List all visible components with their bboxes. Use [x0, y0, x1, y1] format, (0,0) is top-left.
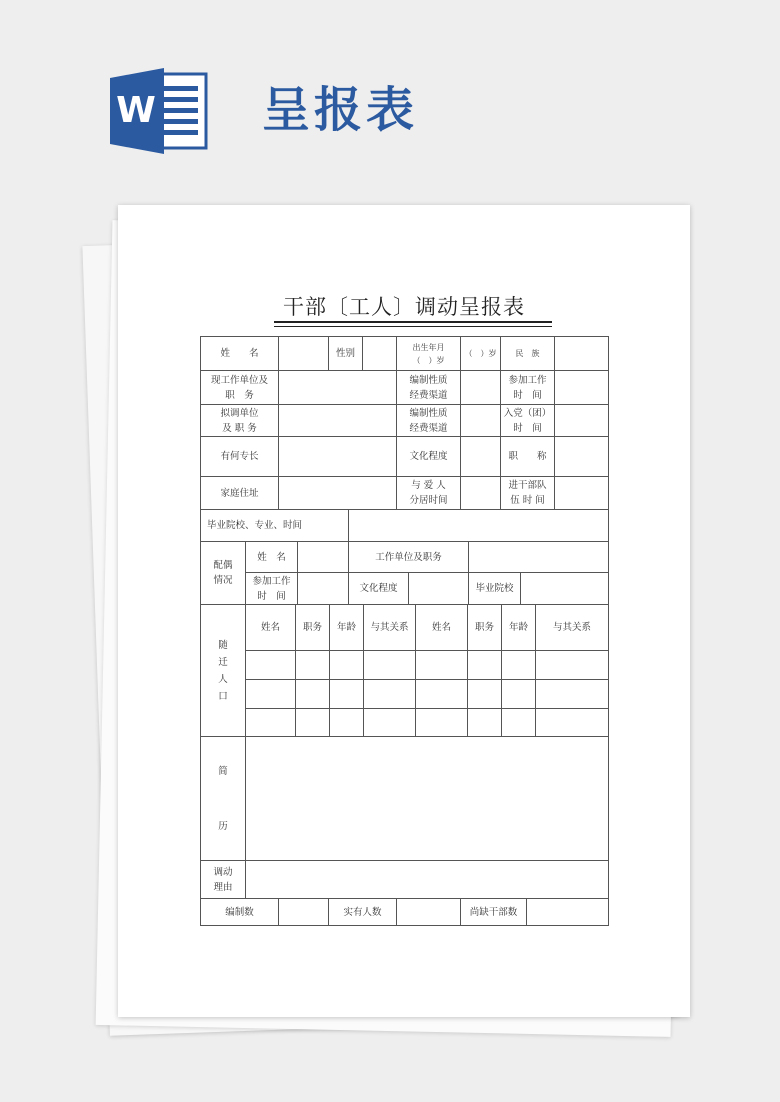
label-spouse-name: 姓 名: [246, 542, 298, 573]
field-shortage-count[interactable]: [527, 899, 608, 925]
label-spouse-line2: 情况: [213, 575, 233, 586]
field-ethnicity[interactable]: [555, 337, 608, 371]
family-cell[interactable]: [246, 680, 296, 709]
label-spouse-separation-line1: 与 爱 人: [411, 480, 446, 491]
family-cell[interactable]: [536, 680, 608, 709]
resume-char-2: 历: [218, 820, 228, 832]
label-spouse-unit: 工作单位及职务: [349, 542, 469, 573]
field-home-address[interactable]: [279, 477, 397, 510]
family-char-4: 口: [218, 690, 228, 702]
family-char-2: 迁: [218, 656, 228, 668]
label-resume: [201, 737, 246, 861]
title-rule-thin: [274, 326, 552, 327]
field-specialty[interactable]: [279, 437, 397, 477]
family-header-post-1: 职务: [296, 605, 330, 651]
field-gender[interactable]: [363, 337, 397, 371]
family-cell[interactable]: [502, 709, 536, 737]
family-cell[interactable]: [536, 709, 608, 737]
label-target-nature-line2: 经费渠道: [409, 422, 448, 434]
label-cadre-join-line1: 进干部队: [508, 480, 547, 491]
label-staff-quota: 编制数: [201, 899, 279, 925]
field-education[interactable]: [461, 437, 501, 477]
family-header-relation-2: 与其关系: [536, 605, 608, 651]
field-staff-quota[interactable]: [279, 899, 329, 925]
family-cell[interactable]: [416, 680, 468, 709]
family-cell[interactable]: [502, 680, 536, 709]
label-work-start-line1: 参加工作: [508, 374, 547, 386]
family-char-3: 人: [218, 673, 228, 685]
family-cell[interactable]: [364, 709, 416, 737]
label-current-unit-line2: 职 务: [225, 389, 254, 401]
field-transfer-reason[interactable]: [246, 861, 608, 899]
label-name: 姓 名: [201, 337, 279, 371]
family-cell[interactable]: [330, 709, 364, 737]
label-shortage-count: 尚缺干部数: [461, 899, 527, 925]
label-spouse-work-start-line1: 参加工作: [252, 575, 291, 587]
field-name[interactable]: [279, 337, 329, 371]
label-education: 文化程度: [397, 437, 461, 477]
family-header-name-2: 姓名: [416, 605, 468, 651]
word-icon-letter: W: [116, 90, 156, 131]
label-spouse-work-start-line2: 时 间: [257, 590, 286, 602]
label-cadre-join-line2: 伍 时 间: [510, 495, 545, 506]
field-target-nature[interactable]: [461, 405, 501, 437]
label-home-address: 家庭住址: [201, 477, 279, 510]
label-party-join-line2: 时 间: [513, 422, 542, 434]
label-spouse: [201, 542, 246, 605]
label-spouse-work-start: [246, 573, 298, 605]
label-transfer-reason-line1: 调动: [213, 866, 233, 878]
field-current-unit[interactable]: [279, 371, 397, 405]
family-header-post-2: 职务: [468, 605, 502, 651]
field-spouse-separation[interactable]: [461, 477, 501, 510]
label-graduation: 毕业院校、专业、时间: [201, 510, 349, 542]
field-professional-title[interactable]: [555, 437, 608, 477]
document-page: [118, 205, 690, 1017]
family-cell[interactable]: [468, 709, 502, 737]
family-cell[interactable]: [246, 651, 296, 680]
family-cell[interactable]: [296, 651, 330, 680]
field-actual-count[interactable]: [397, 899, 461, 925]
family-header-age-1: 年龄: [330, 605, 364, 651]
label-actual-count: 实有人数: [329, 899, 397, 925]
label-spouse-school: 毕业院校: [469, 573, 521, 605]
label-staff-nature-line2: 经费渠道: [409, 389, 448, 401]
label-cadre-join: [501, 477, 555, 510]
family-cell[interactable]: [246, 709, 296, 737]
label-spouse-education: 文化程度: [349, 573, 409, 605]
field-spouse-unit[interactable]: [469, 542, 608, 573]
field-spouse-education[interactable]: [409, 573, 469, 605]
field-target-unit[interactable]: [279, 405, 397, 437]
family-cell[interactable]: [536, 651, 608, 680]
field-cadre-join[interactable]: [555, 477, 608, 510]
label-work-start-line2: 时 间: [513, 389, 542, 401]
resume-char-1: 简: [218, 765, 228, 777]
family-cell[interactable]: [330, 680, 364, 709]
label-birth-line1: 出生年月: [412, 342, 445, 352]
label-spouse-separation: [397, 477, 461, 510]
family-cell[interactable]: [364, 680, 416, 709]
family-cell[interactable]: [468, 680, 502, 709]
page-title: 呈报表: [262, 82, 419, 138]
label-birth: [397, 337, 461, 371]
field-party-join[interactable]: [555, 405, 608, 437]
field-resume[interactable]: [246, 737, 608, 861]
label-work-start: [501, 371, 555, 405]
family-char-1: 随: [218, 639, 228, 651]
field-work-start[interactable]: [555, 371, 608, 405]
title-rule-thick: [274, 321, 552, 323]
transfer-form-table: [200, 336, 609, 926]
label-party-join: [501, 405, 555, 437]
field-age: （ ）岁: [461, 337, 501, 371]
label-target-nature: [397, 405, 461, 437]
field-spouse-school[interactable]: [521, 573, 608, 605]
label-professional-title: 职 称: [501, 437, 555, 477]
family-cell[interactable]: [296, 709, 330, 737]
family-header-name-1: 姓名: [246, 605, 296, 651]
label-transfer-reason-line2: 理由: [213, 881, 233, 893]
family-cell[interactable]: [416, 709, 468, 737]
family-header-relation-1: 与其关系: [364, 605, 416, 651]
label-staff-nature-line1: 编制性质: [409, 374, 448, 386]
label-target-unit: [201, 405, 279, 437]
label-birth-line2: （ ）岁: [412, 355, 445, 365]
field-graduation[interactable]: [349, 510, 608, 542]
family-cell[interactable]: [468, 651, 502, 680]
family-cell[interactable]: [364, 651, 416, 680]
label-spouse-line1: 配偶: [213, 560, 233, 571]
field-staff-nature[interactable]: [461, 371, 501, 405]
label-target-unit-line1: 拟调单位: [220, 407, 259, 419]
label-staff-nature: [397, 371, 461, 405]
label-accompanying-family: [201, 605, 246, 737]
label-target-unit-line2: 及 职 务: [222, 422, 257, 434]
label-current-unit: [201, 371, 279, 405]
word-document-icon: [110, 68, 208, 154]
field-spouse-name[interactable]: [298, 542, 349, 573]
label-spouse-separation-line2: 分居时间: [409, 495, 448, 506]
label-target-nature-line1: 编制性质: [409, 407, 448, 419]
family-cell[interactable]: [502, 651, 536, 680]
family-header-age-2: 年龄: [502, 605, 536, 651]
label-specialty: 有何专长: [201, 437, 279, 477]
document-title: 干部〔工人〕调动呈报表: [283, 295, 525, 319]
label-party-join-line1: 入党（团）: [503, 407, 552, 419]
label-gender: 性别: [329, 337, 363, 371]
label-current-unit-line1: 现工作单位及: [210, 374, 268, 386]
family-cell[interactable]: [296, 680, 330, 709]
field-spouse-work-start[interactable]: [298, 573, 349, 605]
family-cell[interactable]: [330, 651, 364, 680]
family-cell[interactable]: [416, 651, 468, 680]
label-transfer-reason: [201, 861, 246, 899]
label-ethnicity: 民 族: [501, 337, 555, 371]
